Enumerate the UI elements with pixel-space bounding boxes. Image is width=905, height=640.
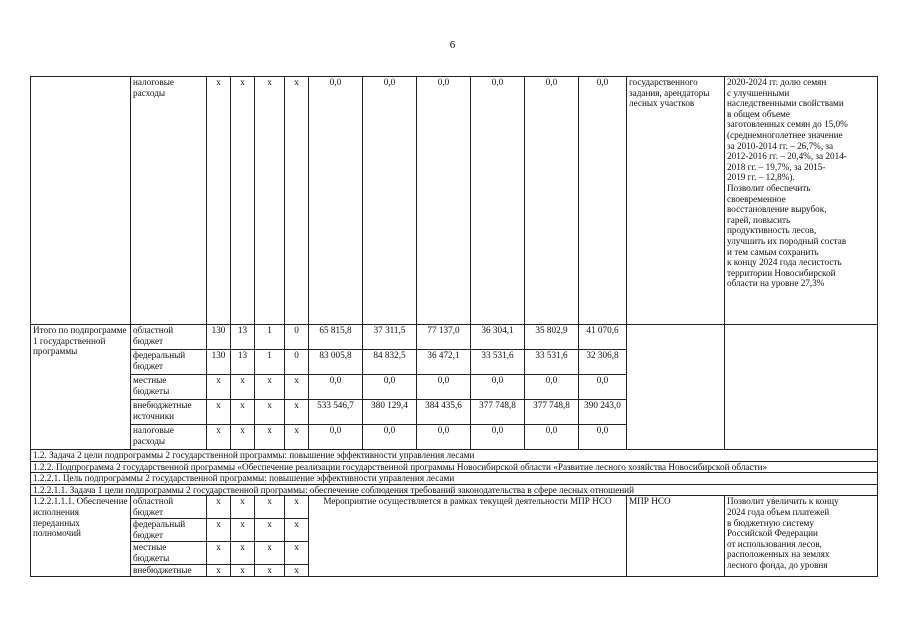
code-cell: x: [231, 565, 255, 577]
value-cell: 0,0: [417, 375, 471, 400]
itogo-label: Итого по подпрограмме 1 государственной программы: [31, 325, 131, 450]
code-cell: x: [255, 375, 285, 400]
value-cell: 0,0: [579, 375, 627, 400]
page-number: 6: [449, 39, 456, 51]
code-cell: x: [231, 542, 255, 565]
code-cell: x: [231, 519, 255, 542]
code-cell: x: [255, 542, 285, 565]
value-cell: 35 802,9: [525, 325, 579, 350]
code-cell: x: [285, 496, 309, 519]
merged-note: Мероприятие осуществляется в рамках текущей деятельности МПР НСО: [309, 496, 627, 577]
code-cell: 13: [231, 325, 255, 350]
value-cell: 37 311,5: [363, 325, 417, 350]
executor-cell: МПР НСО: [627, 496, 725, 577]
result-line: (среднемноголетнее значение: [727, 129, 843, 140]
code-cell: x: [207, 519, 231, 542]
source-cell: внебюджетные: [131, 565, 207, 577]
value-cell: 0,0: [525, 375, 579, 400]
value-cell: 84 832,5: [363, 350, 417, 375]
code-cell: x: [255, 496, 285, 519]
code-cell: x: [231, 375, 255, 400]
code-cell: 0: [285, 350, 309, 375]
value-cell: 0,0: [525, 425, 579, 450]
code-cell: x: [285, 400, 309, 425]
table-row: [31, 325, 878, 350]
value-cell: 41 070,6: [579, 325, 627, 350]
result-line: 2024 года объем платежей: [727, 506, 830, 517]
value-cell: 77 137,0: [417, 325, 471, 350]
value-cell: 33 531,6: [525, 350, 579, 375]
empty-cell: [31, 77, 131, 325]
value-cell: 0,0: [471, 77, 525, 325]
source-cell: налоговые расходы: [131, 425, 207, 450]
result-line: Позволит увеличить к концу: [727, 496, 839, 507]
section-title: 1.2.2. Подпрограмма 2 государственной программы «Обеспечение реализации государственной программы Новосибирской области «Развитие лесного хозяйства Новосибирской области»: [31, 461, 878, 473]
result-line: наследственными свойствами: [727, 98, 844, 109]
value-cell: 390 243,0: [579, 400, 627, 425]
result-line: расположенных на землях: [727, 549, 830, 560]
code-cell: 1: [255, 325, 285, 350]
value-cell: 377 748,8: [525, 400, 579, 425]
value-cell: 377 748,8: [471, 400, 525, 425]
code-cell: x: [285, 519, 309, 542]
value-cell: 33 531,6: [471, 350, 525, 375]
result-line: 2020-2024 гг. долю семян: [727, 77, 827, 87]
result-line: заготовленных семян до 15,0%: [727, 119, 848, 130]
value-cell: 83 005,8: [309, 350, 363, 375]
code-cell: x: [207, 425, 231, 450]
section-title: 1.2.2.1. Цель подпрограммы 2 государственной программы: повышение эффективности управления лесами: [31, 473, 878, 485]
code-cell: 130: [207, 325, 231, 350]
code-cell: x: [207, 375, 231, 400]
code-cell: x: [207, 565, 231, 577]
result-line: в бюджетную систему: [727, 517, 814, 528]
result-line: 2019 гг. – 12,8%).: [727, 172, 795, 183]
value-cell: 0,0: [363, 375, 417, 400]
code-cell: x: [231, 400, 255, 425]
code-cell: x: [255, 519, 285, 542]
value-cell: 65 815,8: [309, 325, 363, 350]
source-cell: областной бюджет: [131, 325, 207, 350]
value-cell: 0,0: [417, 77, 471, 325]
result-line: Российской Федерации: [727, 528, 818, 539]
code-cell: x: [255, 400, 285, 425]
section-title: 1.2. Задача 2 цели подпрограммы 2 государственной программы: повышение эффективности управления лесами: [31, 450, 878, 462]
value-cell: 384 435,6: [417, 400, 471, 425]
table-row: [31, 77, 878, 325]
result-line: гарей, повысить: [727, 214, 791, 225]
code-cell: x: [207, 496, 231, 519]
result-line: Позволит обеспечить: [727, 182, 811, 193]
code-cell: x: [285, 565, 309, 577]
code-cell: 1: [255, 350, 285, 375]
result-line: области на уровне 27,3%: [727, 278, 825, 289]
code-cell: x: [207, 400, 231, 425]
result-cell: [725, 496, 878, 577]
code-cell: x: [285, 425, 309, 450]
value-cell: 0,0: [471, 375, 525, 400]
executor-cell: [627, 325, 725, 450]
value-cell: 0,0: [525, 77, 579, 325]
value-cell: 0,0: [309, 375, 363, 400]
activity-label: 1.2.2.1.1.1. Обеспечение исполнения переданных полномочий: [31, 496, 131, 577]
source-cell: налоговые расходы: [131, 77, 207, 325]
value-cell: 0,0: [579, 425, 627, 450]
value-cell: 0,0: [417, 425, 471, 450]
code-cell: x: [255, 425, 285, 450]
code-cell: 130: [207, 350, 231, 375]
result-line: продуктивность лесов,: [727, 225, 817, 236]
source-cell: областной бюджет: [131, 496, 207, 519]
result-cell: [725, 77, 878, 325]
result-line: к концу 2024 года лесистость: [727, 257, 842, 268]
result-line: и тем самым сохранить: [727, 246, 819, 257]
result-line: с улучшенными: [727, 87, 790, 98]
code-cell: x: [255, 565, 285, 577]
code-cell: x: [285, 375, 309, 400]
section-row: [31, 484, 878, 496]
code-cell: x: [207, 77, 231, 325]
table-row: [31, 496, 878, 519]
value-cell: 0,0: [471, 425, 525, 450]
value-cell: 0,0: [579, 77, 627, 325]
source-cell: внебюджетные источники: [131, 400, 207, 425]
result-line: 2018 гг. – 19,7%, за 2015-: [727, 161, 826, 172]
value-cell: 0,0: [363, 425, 417, 450]
section-row: [31, 461, 878, 473]
program-table: [30, 76, 878, 577]
result-line: своевременное: [727, 193, 786, 204]
code-cell: 0: [285, 325, 309, 350]
value-cell: 533 546,7: [309, 400, 363, 425]
result-line: лесного фонда, до уровня: [727, 559, 828, 570]
code-cell: x: [285, 542, 309, 565]
code-cell: 13: [231, 350, 255, 375]
result-line: территории Новосибирской: [727, 267, 836, 278]
section-row: [31, 473, 878, 485]
result-line: в общем объеме: [727, 108, 790, 119]
source-cell: федеральный бюджет: [131, 350, 207, 375]
value-cell: 0,0: [309, 425, 363, 450]
value-cell: 36 472,1: [417, 350, 471, 375]
code-cell: x: [255, 77, 285, 325]
value-cell: 0,0: [363, 77, 417, 325]
code-cell: x: [231, 496, 255, 519]
section-title: 1.2.2.1.1. Задача 1 цели подпрограммы 2 государственной программы: обеспечение соблюдения требований законодательства в сфере лесных отношений: [31, 484, 878, 496]
result-line: за 2010-2014 гг. – 26,7%, за: [727, 140, 834, 151]
value-cell: 0,0: [309, 77, 363, 325]
code-cell: x: [285, 77, 309, 325]
code-cell: x: [207, 542, 231, 565]
source-cell: местные бюджеты: [131, 375, 207, 400]
source-cell: местные бюджеты: [131, 542, 207, 565]
value-cell: 36 304,1: [471, 325, 525, 350]
executor-cell: государственного задания, арендаторы лесных участков: [627, 77, 725, 325]
result-cell: [725, 325, 878, 450]
code-cell: x: [231, 77, 255, 325]
value-cell: 380 129,4: [363, 400, 417, 425]
code-cell: x: [231, 425, 255, 450]
section-row: [31, 450, 878, 462]
result-line: улучшить их породный состав: [727, 235, 847, 246]
result-line: 2012-2016 гг. – 20,4%, за 2014-: [727, 151, 847, 162]
result-line: восстановление вырубок,: [727, 204, 827, 215]
result-line: от использования лесов,: [727, 538, 822, 549]
value-cell: 32 306,8: [579, 350, 627, 375]
source-cell: федеральный бюджет: [131, 519, 207, 542]
